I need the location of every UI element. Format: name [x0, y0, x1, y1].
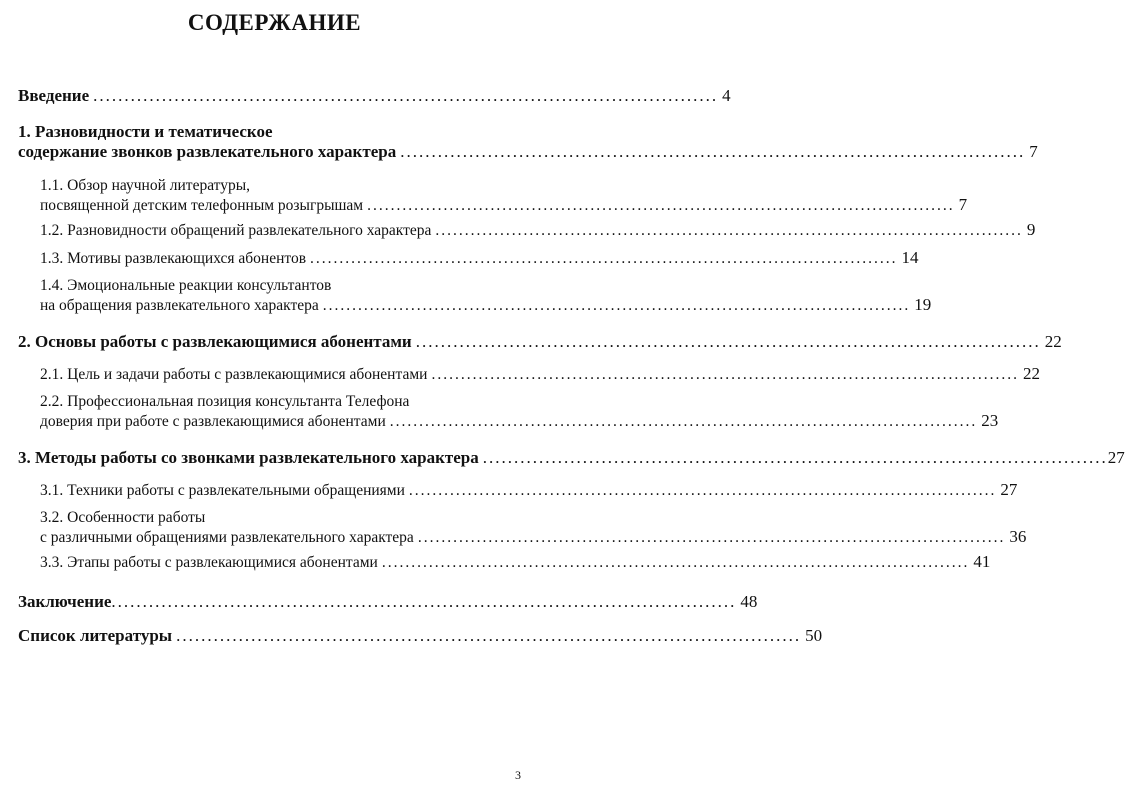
toc-entry-section-2-2[interactable] [40, 392, 999, 431]
toc-entry-label-line1: 1.4. Эмоциональные реакции консультантов [40, 277, 332, 294]
toc-entry-label: содержание звонков развлекательного характера [18, 142, 397, 161]
toc-entry-label: 2.1. Цель и задачи работы с развлекающимися абонентами [40, 366, 428, 383]
toc-page-number: 50 [805, 626, 823, 645]
leader-dots: .................................................................................................... [389, 413, 978, 430]
toc-entry-label: Список литературы [18, 626, 173, 645]
toc-page-number: 14 [901, 248, 919, 267]
toc-entry-label-line1: 1. Разновидности и тематическое [18, 122, 273, 141]
leader-dots: .................................................................................................... [415, 332, 1041, 351]
leader-dots: .................................................................................................... [417, 529, 1006, 546]
toc-entry-label: 1.2. Разновидности обращений развлекательного характера [40, 222, 432, 239]
leader-dots: .................................................................................................... [322, 297, 911, 314]
toc-entry-introduction[interactable] [18, 86, 731, 106]
toc-page-number: 4 [722, 86, 731, 105]
leader-dots: .................................................................................................... [408, 482, 997, 499]
leader-dots: .................................................................................................... [176, 626, 802, 645]
toc-page-number: 7 [1029, 142, 1038, 161]
toc-page-number: 41 [973, 552, 991, 571]
toc-entry-section-3-1[interactable] [40, 480, 1018, 500]
toc-entry-section-1-4[interactable] [40, 276, 932, 315]
leader-dots: .................................................................................................... [93, 86, 719, 105]
leader-dots: .................................................................................................... [111, 592, 737, 611]
toc-page-number: 19 [914, 295, 932, 314]
leader-dots: .................................................................................................... [431, 366, 1019, 383]
toc-entry-label: доверия при работе с развлекающимися абонентами [40, 413, 386, 430]
toc-entry-section-3-3[interactable] [40, 552, 991, 572]
toc-entry-section-3-2[interactable] [40, 508, 1027, 547]
toc-entry-chapter-2[interactable] [18, 332, 1062, 352]
leader-dots: .................................................................................................... [367, 197, 955, 214]
toc-page-number: 23 [981, 411, 999, 430]
toc-entry-label: 3.1. Техники работы с развлекательными обращениями [40, 482, 405, 499]
toc-entry-label: 2. Основы работы с развлекающимися абонентами [18, 332, 412, 351]
toc-entry-label: Введение [18, 86, 90, 105]
leader-dots: .................................................................................................... [482, 448, 1108, 467]
toc-entry-chapter-1[interactable] [18, 122, 1038, 162]
leader-dots: .................................................................................................... [400, 142, 1026, 161]
leader-dots: .................................................................................................... [310, 250, 898, 267]
page-title: СОДЕРЖАНИЕ [187, 10, 362, 35]
toc-entry-label: 3.3. Этапы работы с развлекающимися абонентами [40, 554, 378, 571]
toc-entry-chapter-3[interactable] [18, 448, 1125, 468]
toc-entry-bibliography[interactable] [18, 626, 823, 646]
toc-entry-label: 1.3. Мотивы развлекающихся абонентов [40, 250, 307, 267]
toc-page-number: 27 [1107, 448, 1125, 467]
toc-entry-label: посвященной детским телефонным розыгрышам [40, 197, 364, 214]
toc-entry-label-line1: 2.2. Профессиональная позиция консультанта Телефона [40, 393, 410, 410]
toc-entry-label-line1: 1.1. Обзор научной литературы, [40, 177, 251, 194]
leader-dots: .................................................................................................... [435, 222, 1023, 239]
toc-page-number: 7 [958, 195, 968, 214]
toc-page-number: 9 [1026, 220, 1036, 239]
toc-entry-section-1-1[interactable] [40, 176, 968, 215]
toc-entry-label: с различными обращениями развлекательного характера [40, 529, 414, 546]
toc-entry-label: 3. Методы работы со звонками развлекательного характера [18, 448, 479, 467]
toc-page-number: 36 [1009, 527, 1027, 546]
toc-entry-section-1-3[interactable] [40, 248, 919, 268]
toc-entry-label: на обращения развлекательного характера [40, 297, 319, 314]
toc-page-number: 27 [1000, 480, 1018, 499]
toc-entry-section-1-2[interactable] [40, 220, 1036, 240]
toc-page-number: 22 [1022, 364, 1040, 383]
toc-page-number: 48 [740, 592, 758, 611]
toc-entry-conclusion[interactable] [18, 592, 758, 612]
leader-dots: .................................................................................................... [381, 554, 970, 571]
toc-entry-label: Заключение [18, 592, 112, 611]
toc-entry-section-2-1[interactable] [40, 364, 1040, 384]
toc-page-number: 22 [1044, 332, 1062, 351]
page-number: 3 [515, 768, 521, 782]
toc-entry-label-line1: 3.2. Особенности работы [40, 509, 206, 526]
